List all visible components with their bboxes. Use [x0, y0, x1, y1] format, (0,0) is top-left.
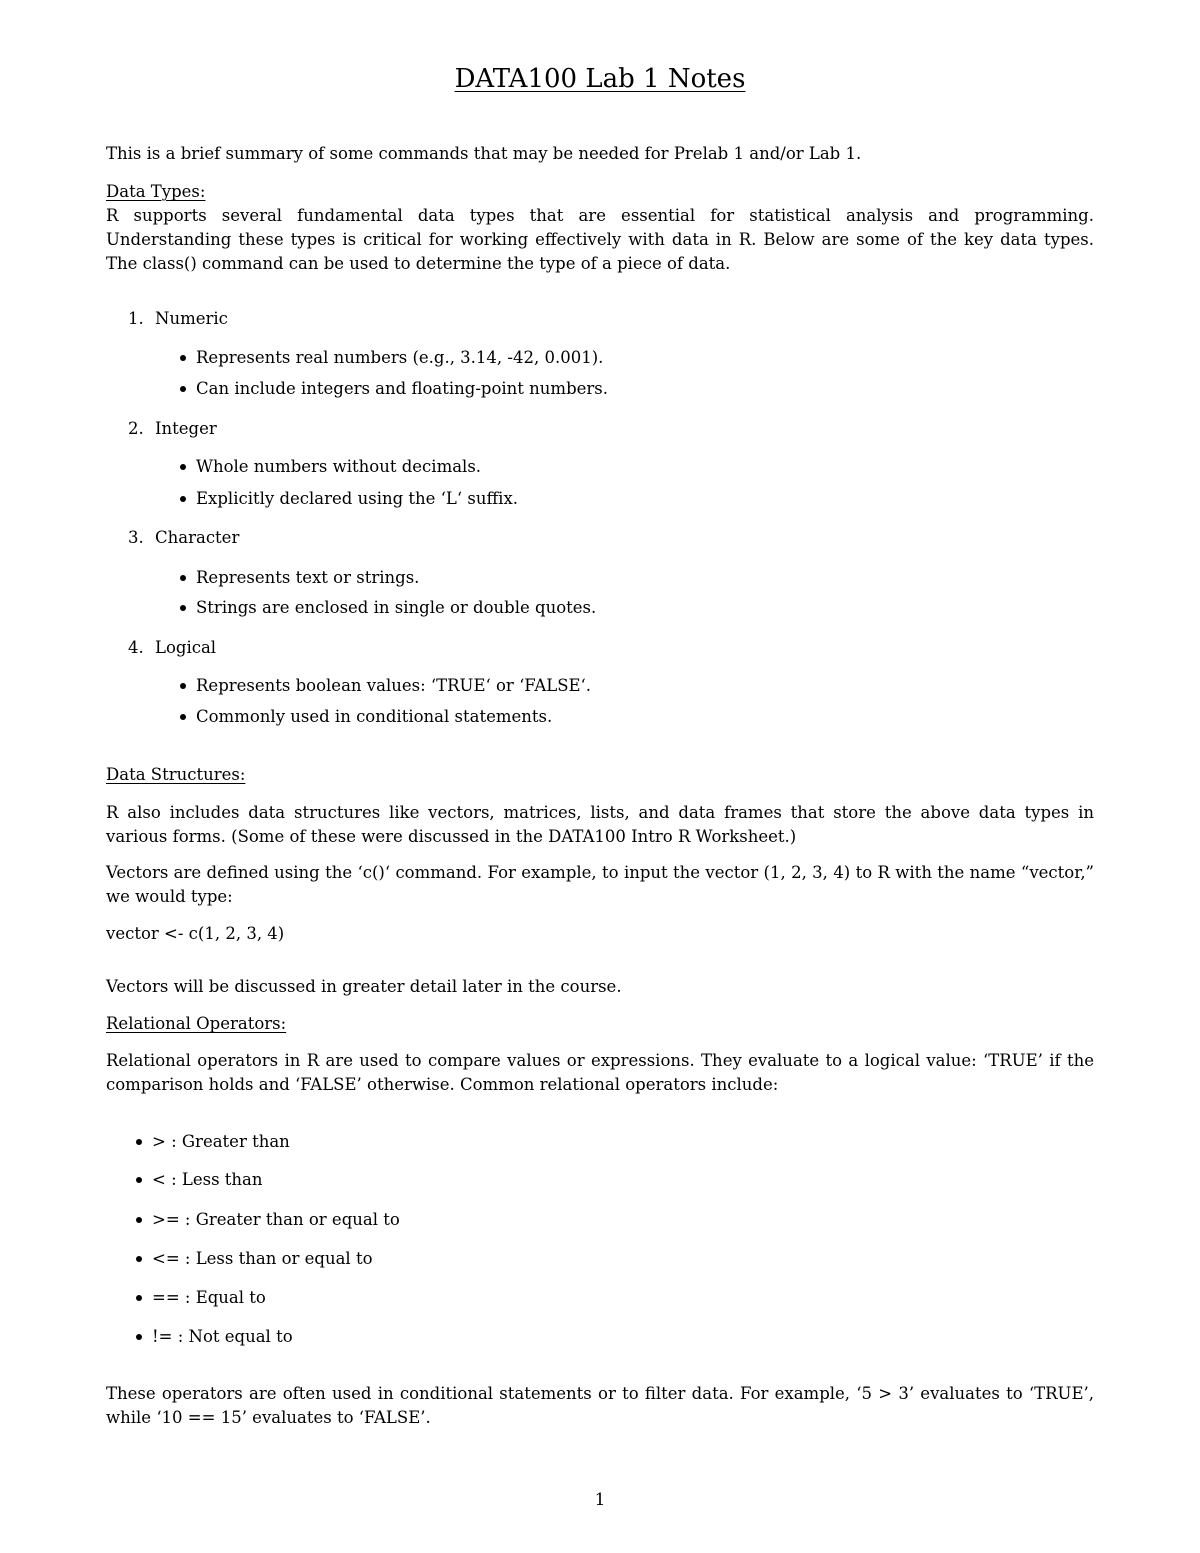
numbered-item-numeric	[128, 307, 228, 331]
page-number: 1	[594, 1490, 606, 1509]
data-structures-heading: Data Structures:	[106, 765, 246, 784]
data-types-paragraph: R supports several fundamental data types that are essential for statistical analysis and programming. Understanding these types is critical for working effectively with data in R. Below are some of the key data types. The class() command can be used to determine the type of a piece of data.	[106, 206, 1094, 273]
bullet-icon	[180, 355, 186, 361]
list-item: <= : Less than or equal to	[136, 1247, 373, 1271]
bullet-icon	[180, 496, 186, 502]
item-name: Logical	[155, 638, 217, 657]
list-item: Strings are enclosed in single or double quotes.	[180, 596, 596, 620]
list-item: != : Not equal to	[136, 1325, 293, 1349]
bullet-icon	[136, 1217, 142, 1223]
numbered-item-character	[128, 526, 239, 550]
list-item: == : Equal to	[136, 1286, 266, 1310]
bullet-icon	[136, 1139, 142, 1145]
item-name: Numeric	[155, 309, 228, 328]
relational-paragraph-2: These operators are often used in conditional statements or to filter data. For example, ‘5 > 3’ evaluates to ‘TRUE’, while ‘10 == 15’ evaluates to ‘FALSE’.	[106, 1384, 1094, 1427]
bullet-icon	[136, 1256, 142, 1262]
bullet-icon	[136, 1334, 142, 1340]
list-item: Represents text or strings.	[180, 566, 419, 590]
data-structures-paragraph-1: R also includes data structures like vectors, matrices, lists, and data frames that store the above data types in various forms. (Some of these were discussed in the DATA100 Intro R Worksheet.)	[106, 803, 1094, 846]
bullet-icon	[180, 386, 186, 392]
bullet-icon	[180, 605, 186, 611]
data-types-heading: Data Types:	[106, 182, 206, 201]
relational-paragraph-1: Relational operators in R are used to compare values or expressions. They evaluate to a logical value: ‘TRUE’ if the comparison holds and ‘FALSE’ otherwise. Common relational operators include:	[106, 1051, 1094, 1094]
item-name: Integer	[155, 419, 217, 438]
relational-operators-heading: Relational Operators:	[106, 1014, 287, 1033]
bullet-icon	[180, 714, 186, 720]
data-structures-paragraph-3: Vectors will be discussed in greater detail later in the course.	[106, 977, 622, 996]
list-item: Whole numbers without decimals.	[180, 455, 481, 479]
list-item: Represents real numbers (e.g., 3.14, -42, 0.001).	[180, 346, 603, 370]
item-name: Character	[155, 528, 240, 547]
code-example: vector <- c(1, 2, 3, 4)	[106, 924, 285, 943]
bullet-icon	[136, 1177, 142, 1183]
item-number: 2.	[128, 419, 144, 438]
bullet-icon	[180, 575, 186, 581]
list-item: > : Greater than	[136, 1130, 290, 1154]
list-item: >= : Greater than or equal to	[136, 1208, 400, 1232]
numbered-item-integer	[128, 417, 217, 441]
page-title: DATA100 Lab 1 Notes	[454, 64, 746, 94]
data-structures-paragraph-2: Vectors are defined using the ‘c()‘ command. For example, to input the vector (1, 2, 3, 4) to R with the name “vector,” we would type:	[106, 863, 1094, 906]
bullet-icon	[180, 683, 186, 689]
list-item: Commonly used in conditional statements.	[180, 705, 552, 729]
item-number: 4.	[128, 638, 144, 657]
list-item: Represents boolean values: ‘TRUE‘ or ‘FALSE‘.	[180, 674, 591, 698]
item-number: 1.	[128, 309, 144, 328]
list-item: < : Less than	[136, 1168, 263, 1192]
bullet-icon	[180, 464, 186, 470]
bullet-icon	[136, 1295, 142, 1301]
numbered-item-logical	[128, 636, 216, 660]
item-number: 3.	[128, 528, 144, 547]
list-item: Can include integers and floating-point numbers.	[180, 377, 608, 401]
intro-text: This is a brief summary of some commands that may be needed for Prelab 1 and/or Lab 1.	[106, 144, 862, 163]
list-item: Explicitly declared using the ‘L‘ suffix.	[180, 487, 518, 511]
